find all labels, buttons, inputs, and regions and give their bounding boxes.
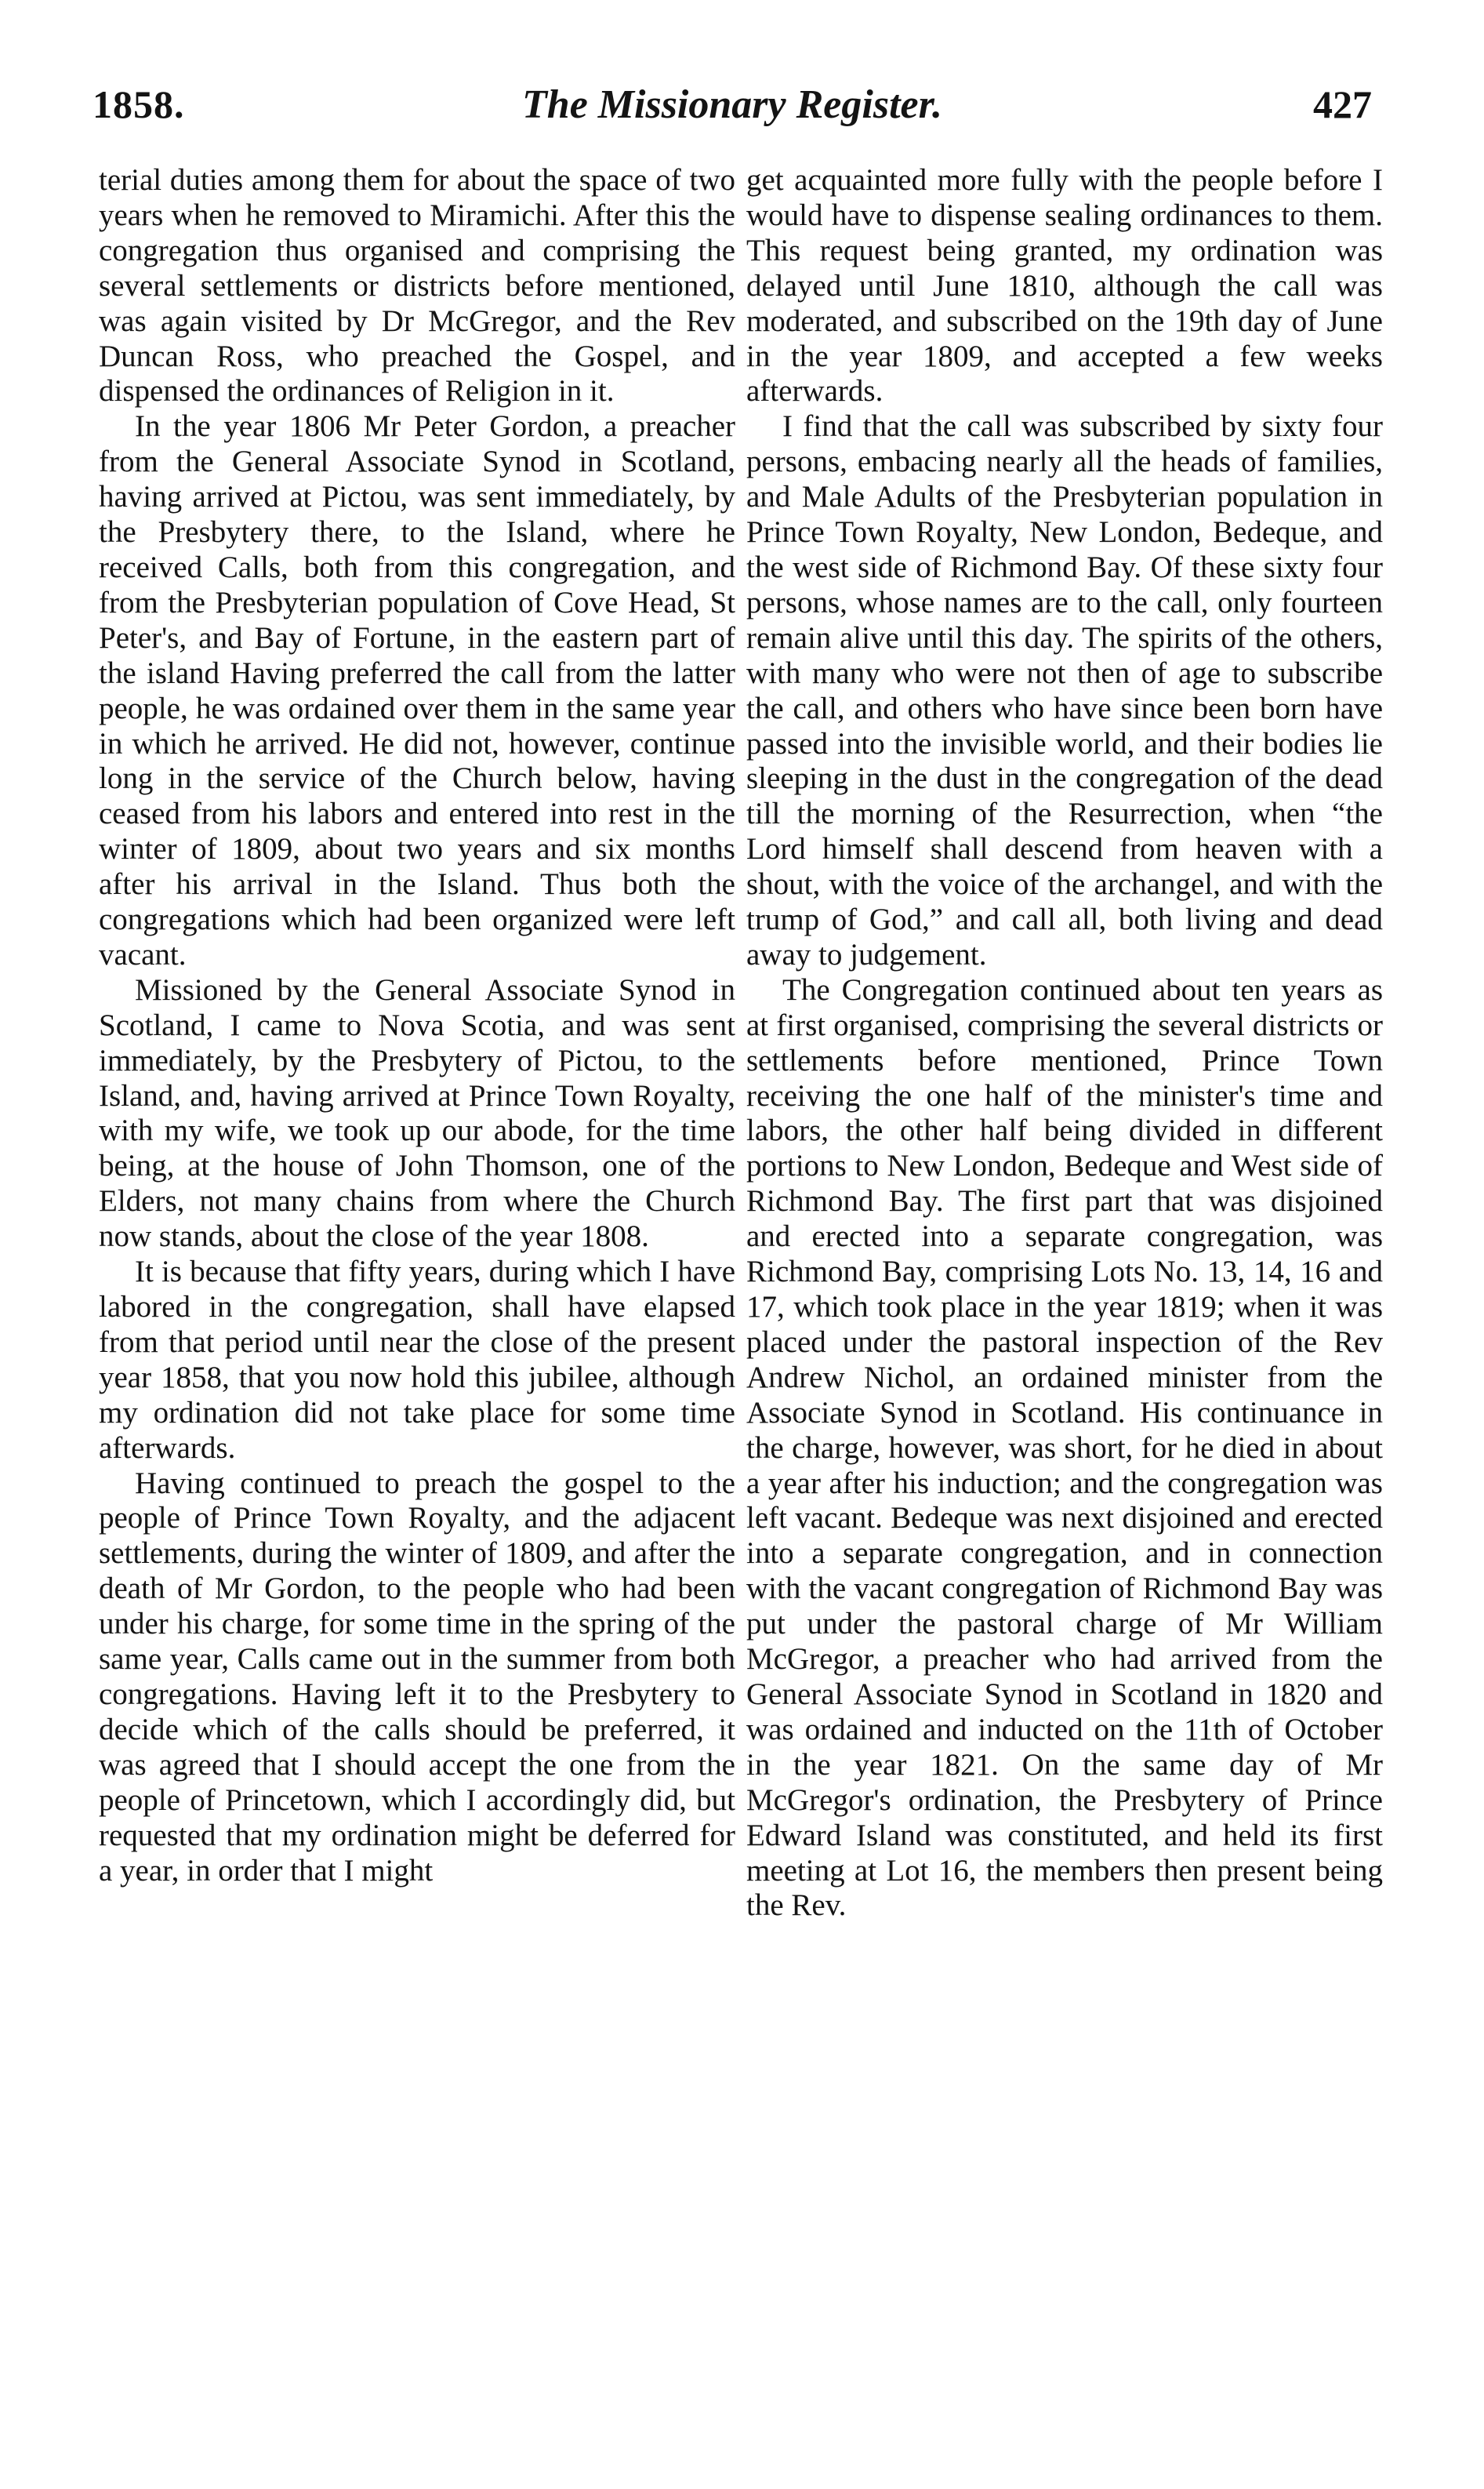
header-year: 1858.: [93, 82, 185, 126]
left-column: [99, 163, 735, 1888]
paragraph: The Congregation continued about ten years as at first organised, comprising the several districts or settlements before mentioned, Prince Town receiving the one half of the minister's time and labors, the other half being divided in different portions to New London, Bedeque and West side of Richmond Bay. The first part that was disjoined and erected into a separate congregation, was Richmond Bay, comprising Lots No. 13, 14, 16 and 17, which took place in the year 1819; when it was placed under the pastoral inspection of the Rev Andrew Nichol, an ordained minister from the Associate Synod in Scotland. His continuance in the charge, however, was short, for he died in about a year after his induction; and the congregation was left vacant. Bedeque was next disjoined and erected into a separate congregation, and in connection with the vacant congregation of Richmond Bay was put under the pastoral charge of Mr William McGregor, a preacher who had arrived from the General Associate Synod in Scotland in 1820 and was ordained and inducted on the 11th of October in the year 1821. On the same day of Mr McGregor's ordination, the Presbytery of Prince Edward Island was constituted, and held its first meeting at Lot 16, the members then present being the Rev.: [746, 972, 1383, 1923]
page-number: 427: [1313, 82, 1372, 126]
paragraph: In the year 1806 Mr Peter Gordon, a preacher from the General Associate Synod in Scotland, having arrived at Pictou, was sent immediately, by the Presbytery there, to the Island, where he received Calls, both from this congregation, and from the Presbyterian population of Cove Head, St Peter's, and Bay of Fortune, in the eastern part of the island Having preferred the call from the latter people, he was ordained over them in the same year in which he arrived. He did not, however, continue long in the service of the Church below, having ceased from his labors and entered into rest in the winter of 1809, about two years and six months after his arrival in the Island. Thus both the congregations which had been organized were left vacant.: [99, 409, 735, 972]
paragraph: It is because that fifty years, during which I have labored in the congregation, shall have elapsed from that period until near the close of the present year 1858, that you now hold this jubilee, although my ordination did not take place for some time afterwards.: [99, 1255, 735, 1465]
right-column: [746, 163, 1383, 1924]
paragraph: get acquainted more fully with the people before I would have to dispense sealing ordinances to them. This request being granted, my ordination was delayed until June 1810, although the call was moderated, and subscribed on the 19th day of June in the year 1809, and accepted a few weeks afterwards.: [746, 163, 1383, 409]
paragraph: terial duties among them for about the space of two years when he removed to Miramichi. After this the congregation thus organised and comprising the several settlements or districts before mentioned, was again visited by Dr McGregor, and the Rev Duncan Ross, who preached the Gospel, and dispensed the ordinances of Religion in it.: [99, 163, 735, 409]
paragraph: Missioned by the General Associate Synod in Scotland, I came to Nova Scotia, and was sent immediately, by the Presbytery of Pictou, to the Island, and, having arrived at Prince Town Royalty, with my wife, we took up our abode, for the time being, at the house of John Thomson, one of the Elders, not many chains from where the Church now stands, about the close of the year 1808.: [99, 972, 735, 1254]
paragraph: Having continued to preach the gospel to the people of Prince Town Royalty, and the adjacent settlements, during the winter of 1809, and after the death of Mr Gordon, to the people who had been under his charge, for some time in the spring of the same year, Calls came out in the summer from both congregations. Having left it to the Presbytery to decide which of the calls should be preferred, it was agreed that I should accept the one from the people of Princetown, which I accordingly did, but requested that my ordination might be deferred for a year, in order that I might: [99, 1466, 735, 1888]
journal-title: The Missionary Register.: [522, 82, 942, 127]
paragraph: I find that the call was subscribed by sixty four persons, embacing nearly all the heads of families, and Male Adults of the Presbyterian population in Prince Town Royalty, New London, Bedeque, and the west side of Richmond Bay. Of these sixty four persons, whose names are to the call, only fourteen remain alive until this day. The spirits of the others, with many who were not then of age to subscribe the call, and others who have since been born have passed into the invisible world, and their bodies lie sleeping in the dust in the congregation of the dead till the morning of the Resurrection, when “the Lord himself shall descend from heaven with a shout, with the voice of the archangel, and with the trump of God,” and call all, both living and dead away to judgement.: [746, 409, 1383, 972]
running-header: [93, 82, 1372, 144]
